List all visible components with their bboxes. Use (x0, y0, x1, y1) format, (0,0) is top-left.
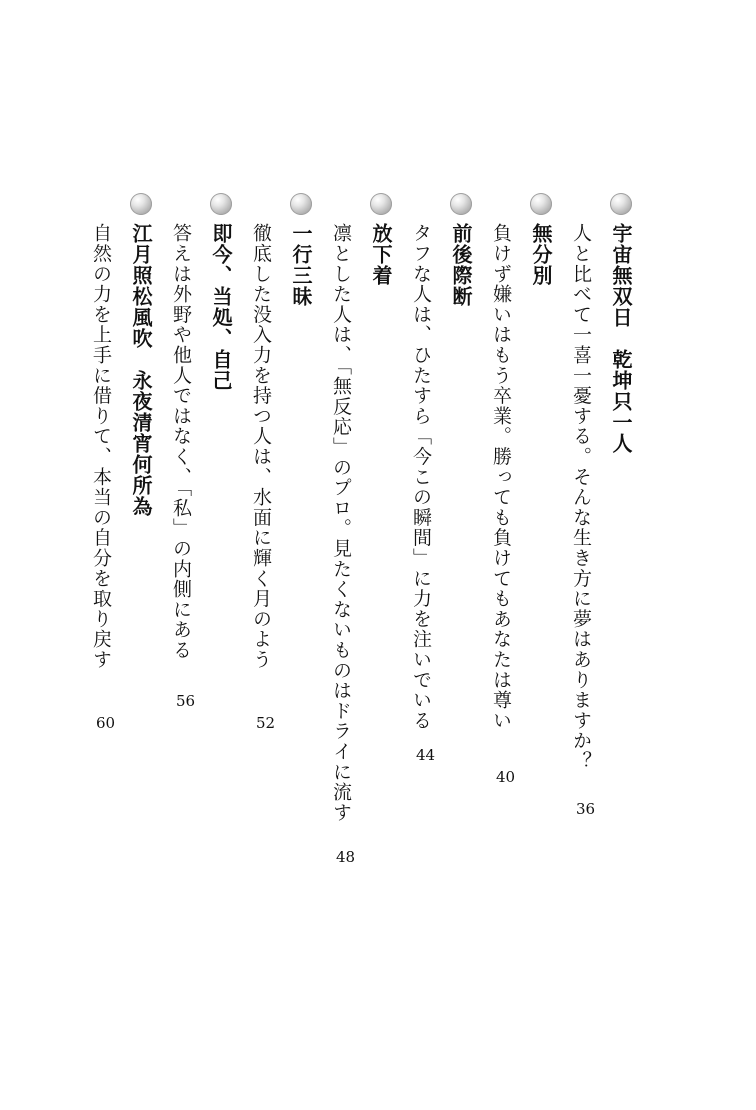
entry-subtitle: 人と比べて一喜一憂する。そんな生き方に夢はありますか？ (570, 223, 592, 772)
bullet-icon (210, 193, 232, 215)
entry-subtitle: 凛とした人は、「無反応」のプロ。見たくないものはドライに流す (330, 223, 352, 823)
entry-title: 放下着 (369, 223, 393, 286)
page-number: 36 (576, 800, 596, 818)
entry-subtitle: タフな人は、ひたすら「今この瞬間」に力を注いでいる (410, 223, 432, 731)
bullet-icon (610, 193, 632, 215)
entry-title: 江月照松風吹 永夜清宵何所為 (129, 223, 153, 517)
entry-subtitle: 負けず嫌いはもう卒業。勝っても負けてもあなたは尊い (490, 223, 512, 731)
page-number: 44 (416, 746, 436, 764)
bullet-icon (290, 193, 312, 215)
toc-entry[interactable] (410, 193, 528, 913)
entry-subtitle: 自然の力を上手に借りて、本当の自分を取り戻す (90, 223, 112, 670)
entry-title: 無分別 (529, 223, 553, 286)
entry-title: 前後際断 (449, 223, 473, 307)
bullet-icon (130, 193, 152, 215)
page-number: 48 (336, 848, 356, 866)
page-number: 52 (256, 714, 276, 732)
entry-subtitle: 答えは外野や他人ではなく、「私」の内側にある (170, 223, 192, 661)
entry-title: 一行三昧 (289, 223, 313, 307)
entry-title: 宇宙無双日 乾坤只一人 (609, 223, 633, 454)
toc-entry[interactable] (170, 193, 288, 913)
page-number: 40 (496, 768, 516, 786)
toc-entry[interactable] (490, 193, 608, 913)
bullet-icon (530, 193, 552, 215)
bullet-icon (370, 193, 392, 215)
page-number: 60 (96, 714, 116, 732)
page-number: 56 (176, 692, 196, 710)
entry-subtitle: 徹底した没入力を持つ人は、水面に輝く月のよう (250, 223, 272, 670)
bullet-icon (450, 193, 472, 215)
toc-entry[interactable] (250, 193, 368, 913)
toc-entry[interactable] (570, 193, 688, 913)
entry-title: 即今、当処、自己 (209, 223, 233, 391)
toc-entry[interactable] (330, 193, 448, 913)
toc-entry[interactable] (90, 193, 208, 913)
